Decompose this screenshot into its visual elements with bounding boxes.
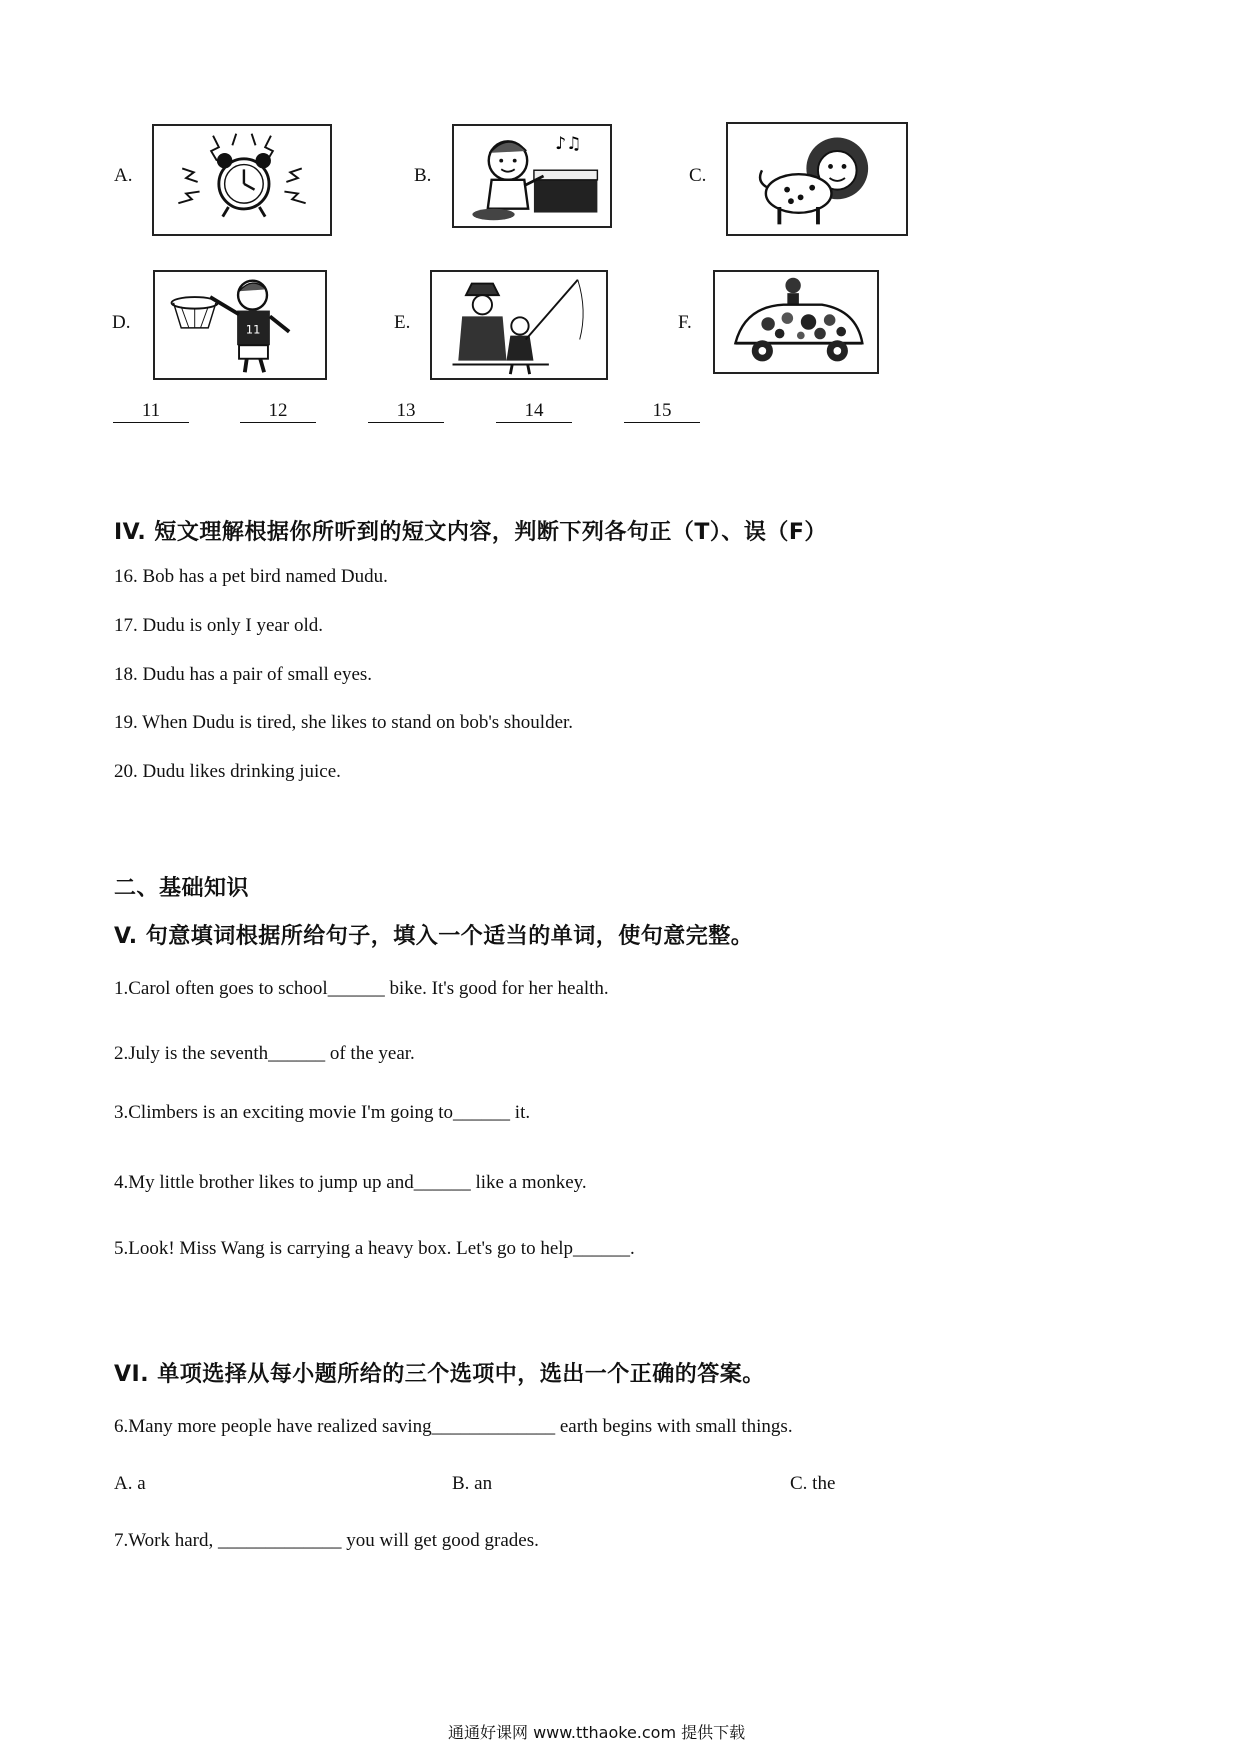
fill-question-2: 2.July is the seventh______ of the year. [114,1043,415,1064]
choice-option-a[interactable]: A. a [114,1473,146,1494]
question-19: 19. When Dudu is tired, she likes to stand on bob's shoulder. [114,712,574,733]
answer-blank-11[interactable]: 11 [113,400,189,423]
answer-blank-12[interactable]: 12 [240,400,316,423]
car-with-toys-icon [713,270,879,374]
option-letter-a: A. [114,165,133,186]
option-letter-b: B. [414,165,432,186]
footer-source: 通通好课网 www.tthaoke.com 提供下载 [448,1723,746,1742]
svg-text:♪♫: ♪♫ [555,134,582,155]
question-18: 18. Dudu has a pair of small eyes. [114,664,373,685]
fill-question-5: 5.Look! Miss Wang is carrying a heavy box. Let's go to help______. [114,1238,635,1259]
section-6-heading: VI. 单项选择从每小题所给的三个选项中，选出一个正确的答案。 [114,1362,765,1387]
fill-question-4: 4.My little brother likes to jump up and______ like a monkey. [114,1172,587,1193]
fill-question-3: 3.Climbers is an exciting movie I'm going to______ it. [114,1102,531,1123]
question-17: 17. Dudu is only I year old. [114,615,323,636]
section-5-heading: V. 句意填词根据所给句子，填入一个适当的单词，使句意完整。 [114,924,754,949]
choice-option-c[interactable]: C. the [790,1473,836,1494]
boy-playing-piano-icon [452,124,612,228]
choice-question-6: 6.Many more people have realized saving_____________ earth begins with small things. [114,1416,793,1437]
option-letter-e: E. [394,312,411,333]
answer-blank-15[interactable]: 15 [624,400,700,423]
lion-icon [726,122,908,236]
fishing-people-icon [430,270,608,380]
answer-blank-13[interactable]: 13 [368,400,444,423]
basketball-player-icon [153,270,327,380]
choice-option-b[interactable]: B. an [452,1473,493,1494]
option-letter-c: C. [689,165,707,186]
fill-question-1: 1.Carol often goes to school______ bike. It's good for her health. [114,978,609,999]
part-2-heading: 二、基础知识 [114,876,250,901]
alarm-clock-icon [152,124,332,236]
question-20: 20. Dudu likes drinking juice. [114,761,341,782]
question-16: 16. Bob has a pet bird named Dudu. [114,566,388,587]
section-4-heading: IV. 短文理解根据你所听到的短文内容，判断下列各句正（T）、误（F） [114,520,827,545]
option-letter-f: F. [678,312,692,333]
option-letter-d: D. [112,312,131,333]
answer-blank-14[interactable]: 14 [496,400,572,423]
svg-text:11: 11 [245,322,261,337]
choice-question-7: 7.Work hard, _____________ you will get good grades. [114,1530,539,1551]
